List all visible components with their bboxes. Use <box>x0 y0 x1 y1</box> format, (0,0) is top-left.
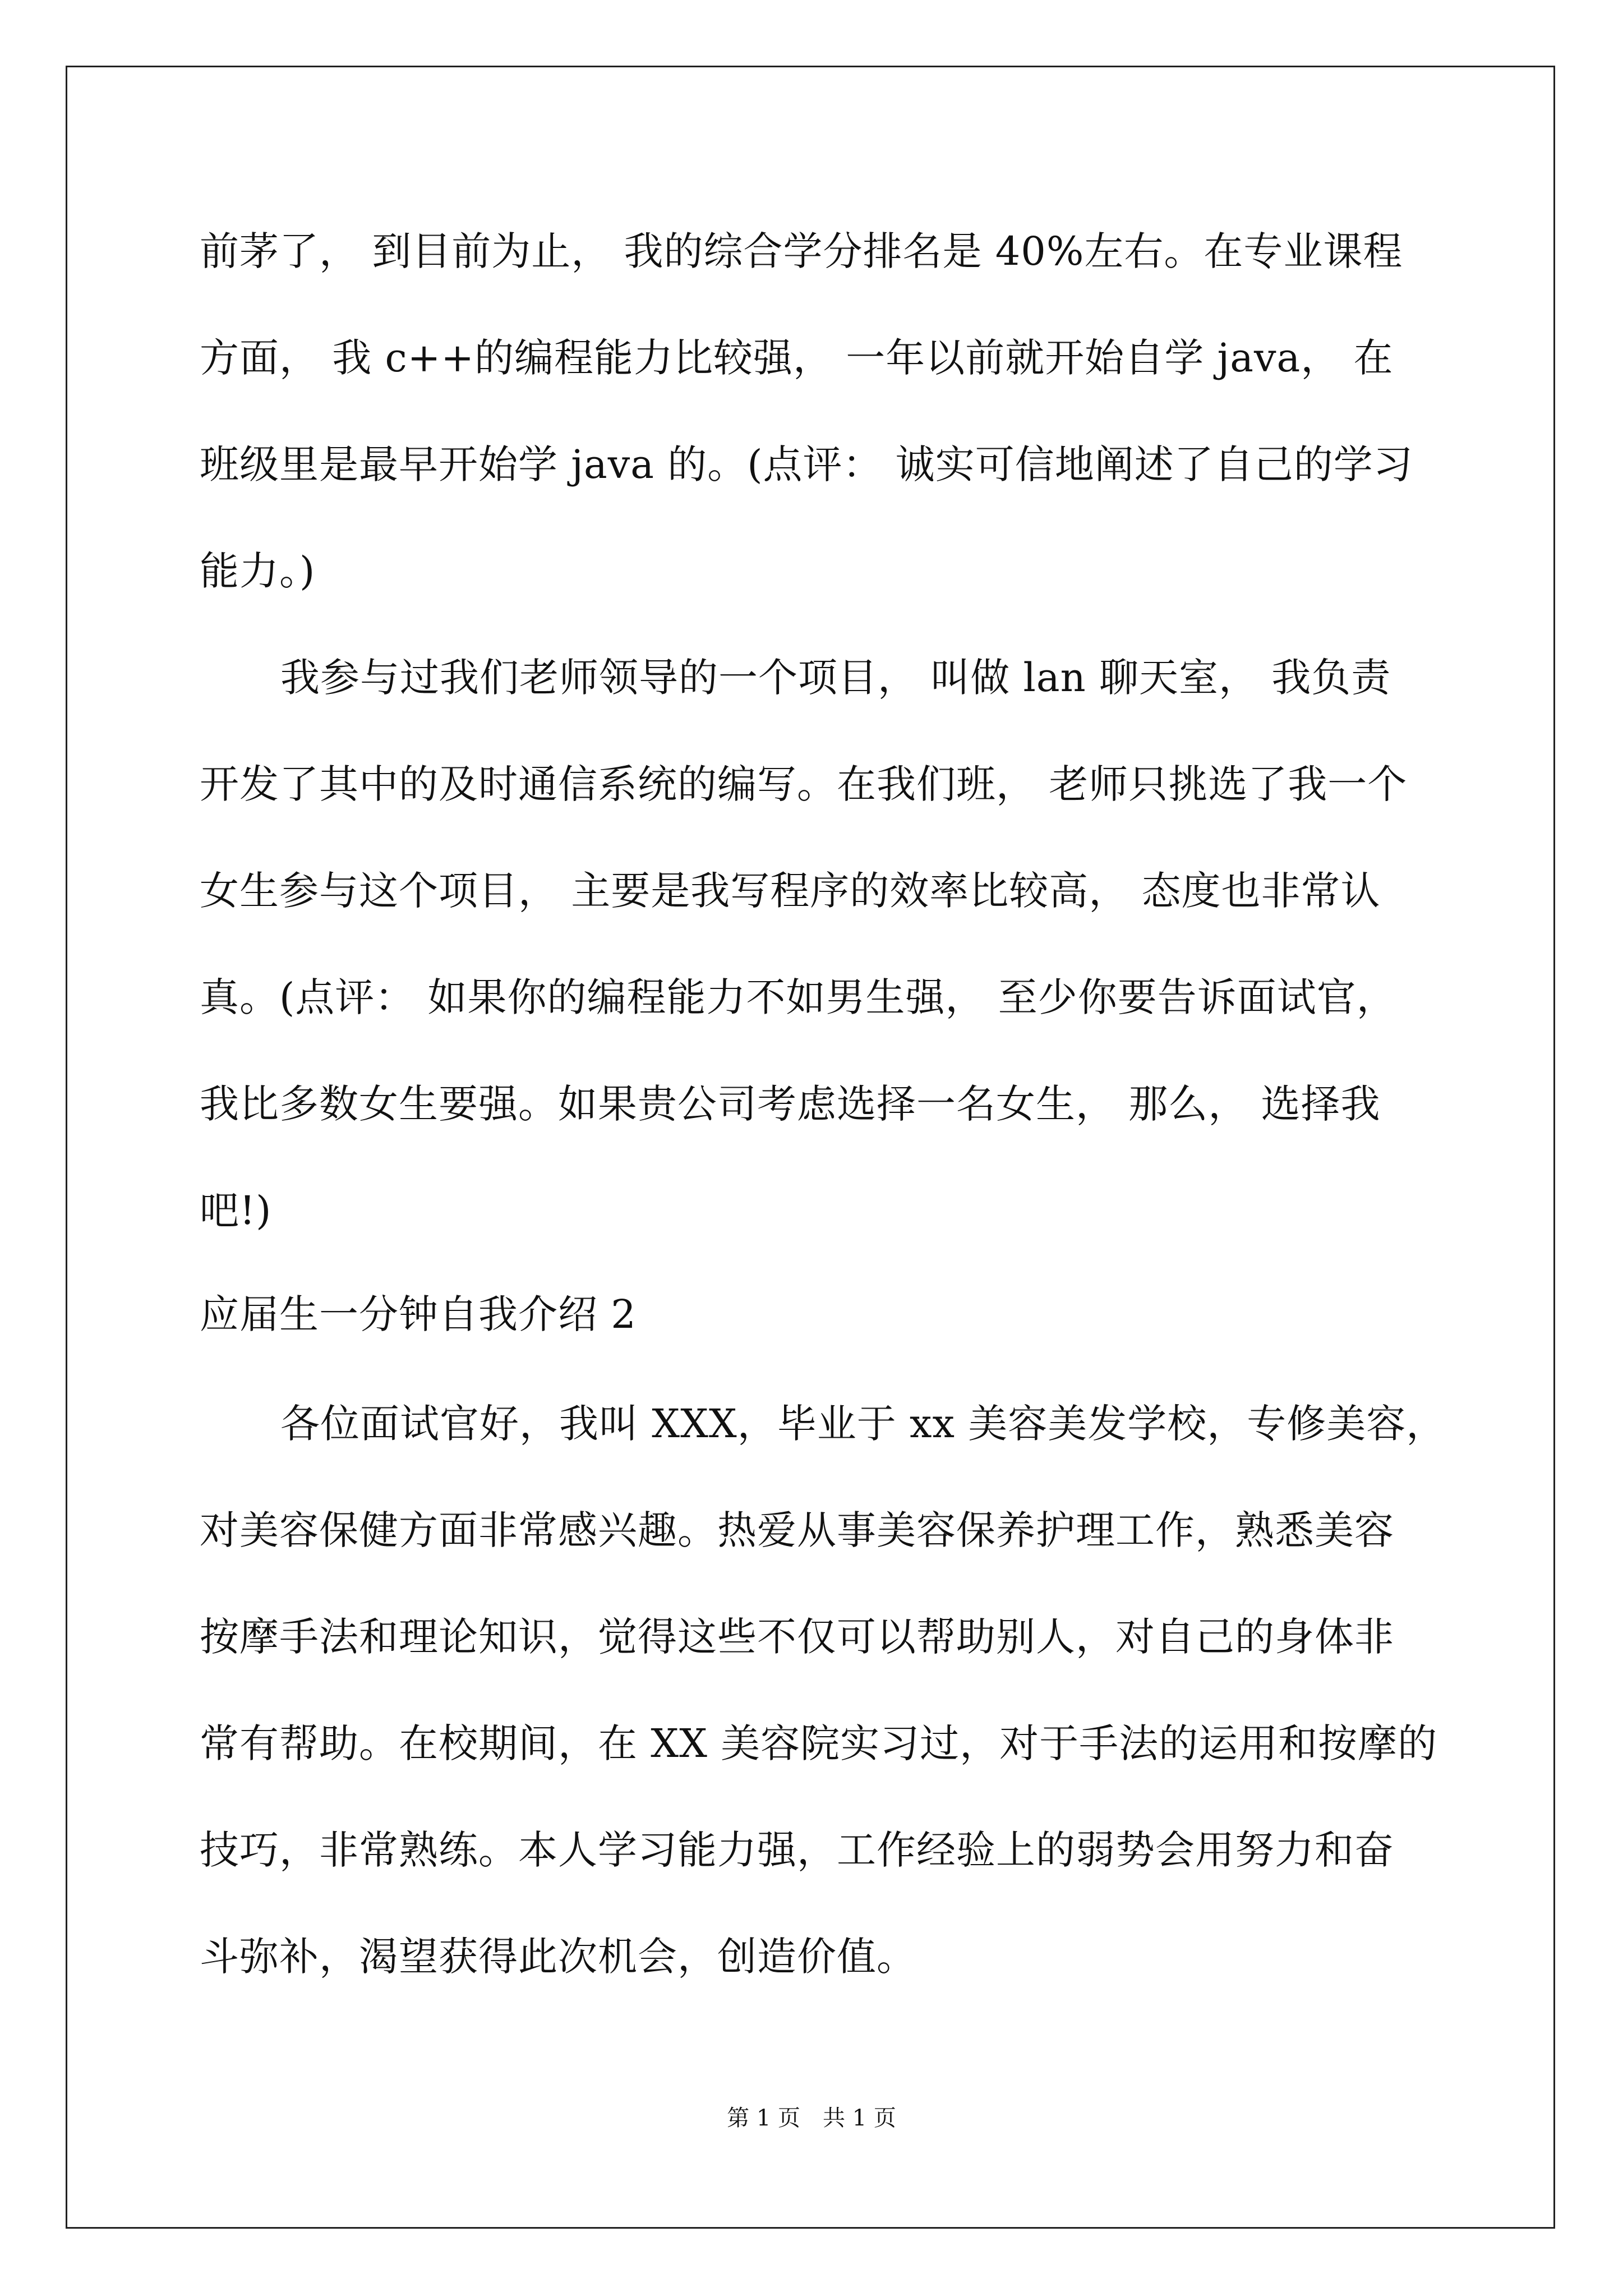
text-line: 我参与过我们老师领导的一个项目， 叫做 lan 聊天室， 我负责 <box>280 655 1391 701</box>
text-line: 对美容保健方面非常感兴趣。热爱从事美容保养护理工作，熟悉美容 <box>200 1507 1394 1553</box>
text-line: 我比多数女生要强。如果贵公司考虑选择一名女生， 那么， 选择我 <box>200 1081 1381 1127</box>
text-line: 按摩手法和理论知识，觉得这些不仅可以帮助别人，对自己的身体非 <box>200 1614 1394 1660</box>
text-line: 真。(点评： 如果你的编程能力不如男生强， 至少你要告诉面试官， <box>200 974 1396 1020</box>
text-line: 各位面试官好，我叫 XXX，毕业于 xx 美容美发学校，专修美容， <box>280 1401 1446 1447</box>
text-line: 前茅了， 到目前为止， 我的综合学分排名是 40%左右。在专业课程 <box>200 228 1403 274</box>
page-number-current: 第 1 页 <box>727 2105 800 2131</box>
text-line: 女生参与这个项目， 主要是我写程序的效率比较高， 态度也非常认 <box>200 868 1381 914</box>
text-line: 能力。) <box>200 548 316 594</box>
page-footer <box>0 2102 1623 2134</box>
text-line: 吧!) <box>200 1188 272 1234</box>
section-heading: 应届生一分钟自我介绍 2 <box>200 1291 637 1337</box>
page-border <box>66 66 1555 2229</box>
text-line: 班级里是最早开始学 java 的。(点评： 诚实可信地阐述了自己的学习 <box>200 441 1413 487</box>
text-line: 开发了其中的及时通信系统的编写。在我们班， 老师只挑选了我一个 <box>200 761 1408 807</box>
text-line: 方面， 我 c++的编程能力比较强， 一年以前就开始自学 java， 在 <box>200 335 1394 381</box>
text-line: 斗弥补，渴望获得此次机会，创造价值。 <box>200 1934 916 1980</box>
text-line: 常有帮助。在校期间，在 XX 美容院实习过，对于手法的运用和按摩的 <box>200 1720 1438 1766</box>
page-number-total: 共 1 页 <box>823 2105 896 2131</box>
text-line: 技巧，非常熟练。本人学习能力强，工作经验上的弱势会用努力和奋 <box>200 1827 1394 1873</box>
